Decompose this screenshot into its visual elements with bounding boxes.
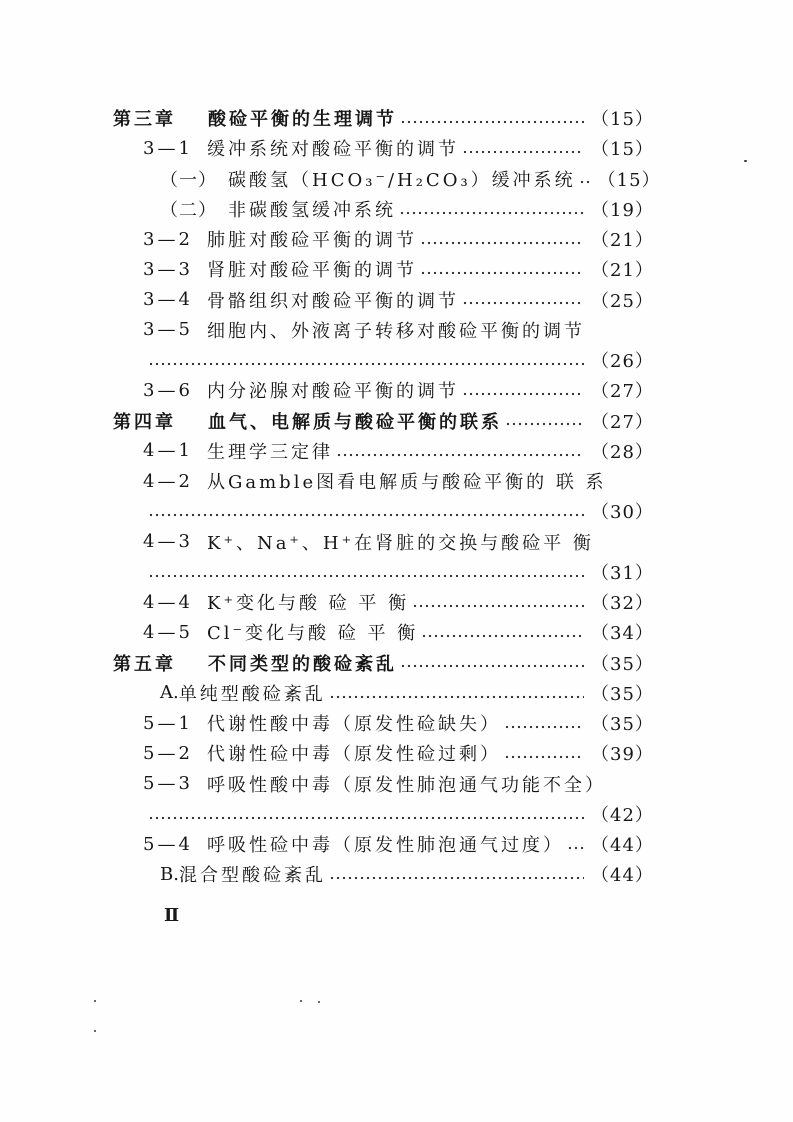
- dot-leader: [462, 285, 584, 315]
- entry-number: （二）: [160, 199, 217, 221]
- entry-number: 5—3: [143, 773, 193, 795]
- scan-speck: [94, 1000, 96, 1002]
- toc-subentry: [113, 164, 661, 194]
- toc-chapter: [113, 406, 657, 436]
- toc-entry: [113, 527, 657, 557]
- entry-page: （35）: [591, 714, 654, 736]
- entry-page: （35）: [591, 683, 654, 705]
- toc-entry: [113, 738, 657, 768]
- entry-page: （39）: [591, 744, 654, 766]
- entry-number: 3—2: [143, 228, 193, 250]
- part-letter: B.: [160, 863, 179, 885]
- entry-page: （32）: [591, 593, 654, 615]
- entry-page: （15）: [597, 169, 661, 191]
- entry-page: （34）: [591, 623, 654, 645]
- dot-leader: [505, 406, 584, 436]
- entry-title: 缓冲系统对酸硷平衡的调节: [207, 139, 459, 161]
- part-letter: A.: [160, 682, 179, 704]
- entry-title: 碳酸氢（HCO₃⁻/H₂CO₃）缓冲系统: [228, 169, 576, 191]
- toc-entry: [113, 133, 657, 163]
- entry-number: 4—2: [143, 470, 193, 492]
- dot-leader: [462, 375, 584, 405]
- scan-speck: [318, 1001, 320, 1003]
- scan-speck: [94, 1030, 96, 1032]
- entry-page: （19）: [591, 199, 654, 221]
- dot-leader: [399, 194, 584, 224]
- entry-title: 细胞内、外液离子转移对酸硷平衡的调节: [207, 320, 585, 342]
- dot-leader: [412, 587, 584, 617]
- toc-entry: [113, 829, 657, 859]
- toc-entry-continuation: [113, 799, 657, 829]
- entry-title: 代谢性酸中毒（原发性硷缺失）: [207, 714, 501, 736]
- entry-page: （35）: [591, 653, 654, 675]
- toc-entry: [113, 617, 657, 647]
- entry-page: （28）: [591, 441, 654, 463]
- entry-title: 骨骼组织对酸硷平衡的调节: [207, 290, 459, 312]
- chapter-number: 第三章: [113, 109, 176, 131]
- toc-entry: [113, 285, 657, 315]
- dot-leader: [567, 829, 584, 859]
- entry-title: 呼吸性酸中毒（原发性肺泡通气功能不全）: [207, 774, 606, 796]
- entry-page: （21）: [591, 230, 654, 252]
- entry-number: （一）: [160, 169, 217, 191]
- chapter-title: 酸硷平衡的生理调节: [208, 109, 397, 131]
- entry-title: 混合型酸硷紊乱: [178, 865, 326, 887]
- dot-leader: [329, 859, 584, 889]
- entry-page: （15）: [591, 109, 654, 131]
- toc-entry: [113, 587, 657, 617]
- dot-leader: [336, 436, 584, 466]
- page-number: Ⅱ: [164, 905, 180, 926]
- entry-number: 5—2: [143, 742, 193, 764]
- entry-number: 4—5: [143, 621, 193, 643]
- dot-leader: [148, 496, 584, 526]
- entry-title: K⁺变化与酸 硷 平 衡: [207, 593, 410, 615]
- toc-entry: [113, 254, 657, 284]
- entry-title: 呼吸性硷中毒（原发性肺泡通气过度）: [207, 835, 564, 857]
- entry-page: （44）: [591, 835, 654, 857]
- dot-leader: [504, 738, 584, 768]
- dot-leader: [400, 648, 584, 678]
- entry-page: （27）: [591, 381, 654, 403]
- entry-title: 生理学三定律: [207, 441, 333, 463]
- entry-number: 4—3: [143, 531, 193, 553]
- entry-page: （27）: [591, 411, 654, 433]
- entry-title: 从Gamble图看电解质与酸硷平衡的 联 系: [207, 472, 607, 494]
- entry-title: 单纯型酸硷紊乱: [178, 683, 326, 705]
- toc-part: [113, 859, 657, 889]
- entry-number: 5—1: [143, 712, 193, 734]
- dot-leader: [579, 164, 591, 194]
- toc-part: [113, 678, 657, 708]
- entry-page: （15）: [591, 139, 654, 161]
- toc-subentry: [113, 194, 657, 224]
- dot-leader: [504, 708, 584, 738]
- toc-entry-continuation: [113, 557, 657, 587]
- entry-title: 肾脏对酸硷平衡的调节: [207, 260, 417, 282]
- entry-number: 5—4: [143, 833, 193, 855]
- dot-leader: [420, 224, 584, 254]
- entry-page: （31）: [591, 562, 654, 584]
- entry-page: （42）: [591, 804, 654, 826]
- entry-number: 3—6: [143, 379, 193, 401]
- entry-number: 4—1: [143, 440, 193, 462]
- entry-page: （25）: [591, 290, 654, 312]
- dot-leader: [400, 103, 584, 133]
- scan-speck: [744, 160, 747, 162]
- scan-speck: [300, 1000, 302, 1002]
- entry-title: 内分泌腺对酸硷平衡的调节: [207, 381, 459, 403]
- chapter-title: 不同类型的酸硷紊乱: [208, 653, 397, 675]
- entry-title: Cl⁻变化与酸 硷 平 衡: [207, 623, 419, 645]
- entry-page: （26）: [591, 351, 654, 373]
- dot-leader: [148, 799, 584, 829]
- entry-title: K⁺、Na⁺、H⁺在肾脏的交换与酸硷平 衡: [207, 532, 594, 554]
- dot-leader: [329, 678, 584, 708]
- toc-chapter: [113, 103, 657, 133]
- dot-leader: [148, 345, 584, 375]
- chapter-number: 第五章: [113, 653, 176, 675]
- toc-entry: [113, 436, 657, 466]
- entry-page: （44）: [591, 865, 654, 887]
- entry-number: 3—3: [143, 258, 193, 280]
- toc-entry-continuation: [113, 496, 657, 526]
- entry-number: 4—4: [143, 591, 193, 613]
- chapter-number: 第四章: [113, 411, 176, 433]
- toc-entry: [113, 466, 657, 496]
- entry-page: （21）: [591, 260, 654, 282]
- dot-leader: [148, 557, 584, 587]
- chapter-title: 血气、电解质与酸硷平衡的联系: [208, 411, 502, 433]
- toc-entry: [113, 708, 657, 738]
- entry-page: （30）: [591, 502, 654, 524]
- entry-number: 3—1: [143, 137, 193, 159]
- dot-leader: [462, 133, 584, 163]
- entry-title: 肺脏对酸硷平衡的调节: [207, 230, 417, 252]
- toc-entry: [113, 375, 657, 405]
- toc-entry-continuation: [113, 345, 657, 375]
- toc-entry: [113, 769, 657, 799]
- dot-leader: [421, 617, 584, 647]
- table-of-contents: [113, 103, 661, 890]
- toc-entry: [113, 315, 657, 345]
- entry-title: 非碳酸氢缓冲系统: [228, 199, 396, 221]
- entry-title: 代谢性硷中毒（原发性硷过剩）: [207, 744, 501, 766]
- toc-entry: [113, 224, 657, 254]
- toc-chapter: [113, 648, 657, 678]
- dot-leader: [420, 254, 584, 284]
- entry-number: 3—4: [143, 289, 193, 311]
- entry-number: 3—5: [143, 319, 193, 341]
